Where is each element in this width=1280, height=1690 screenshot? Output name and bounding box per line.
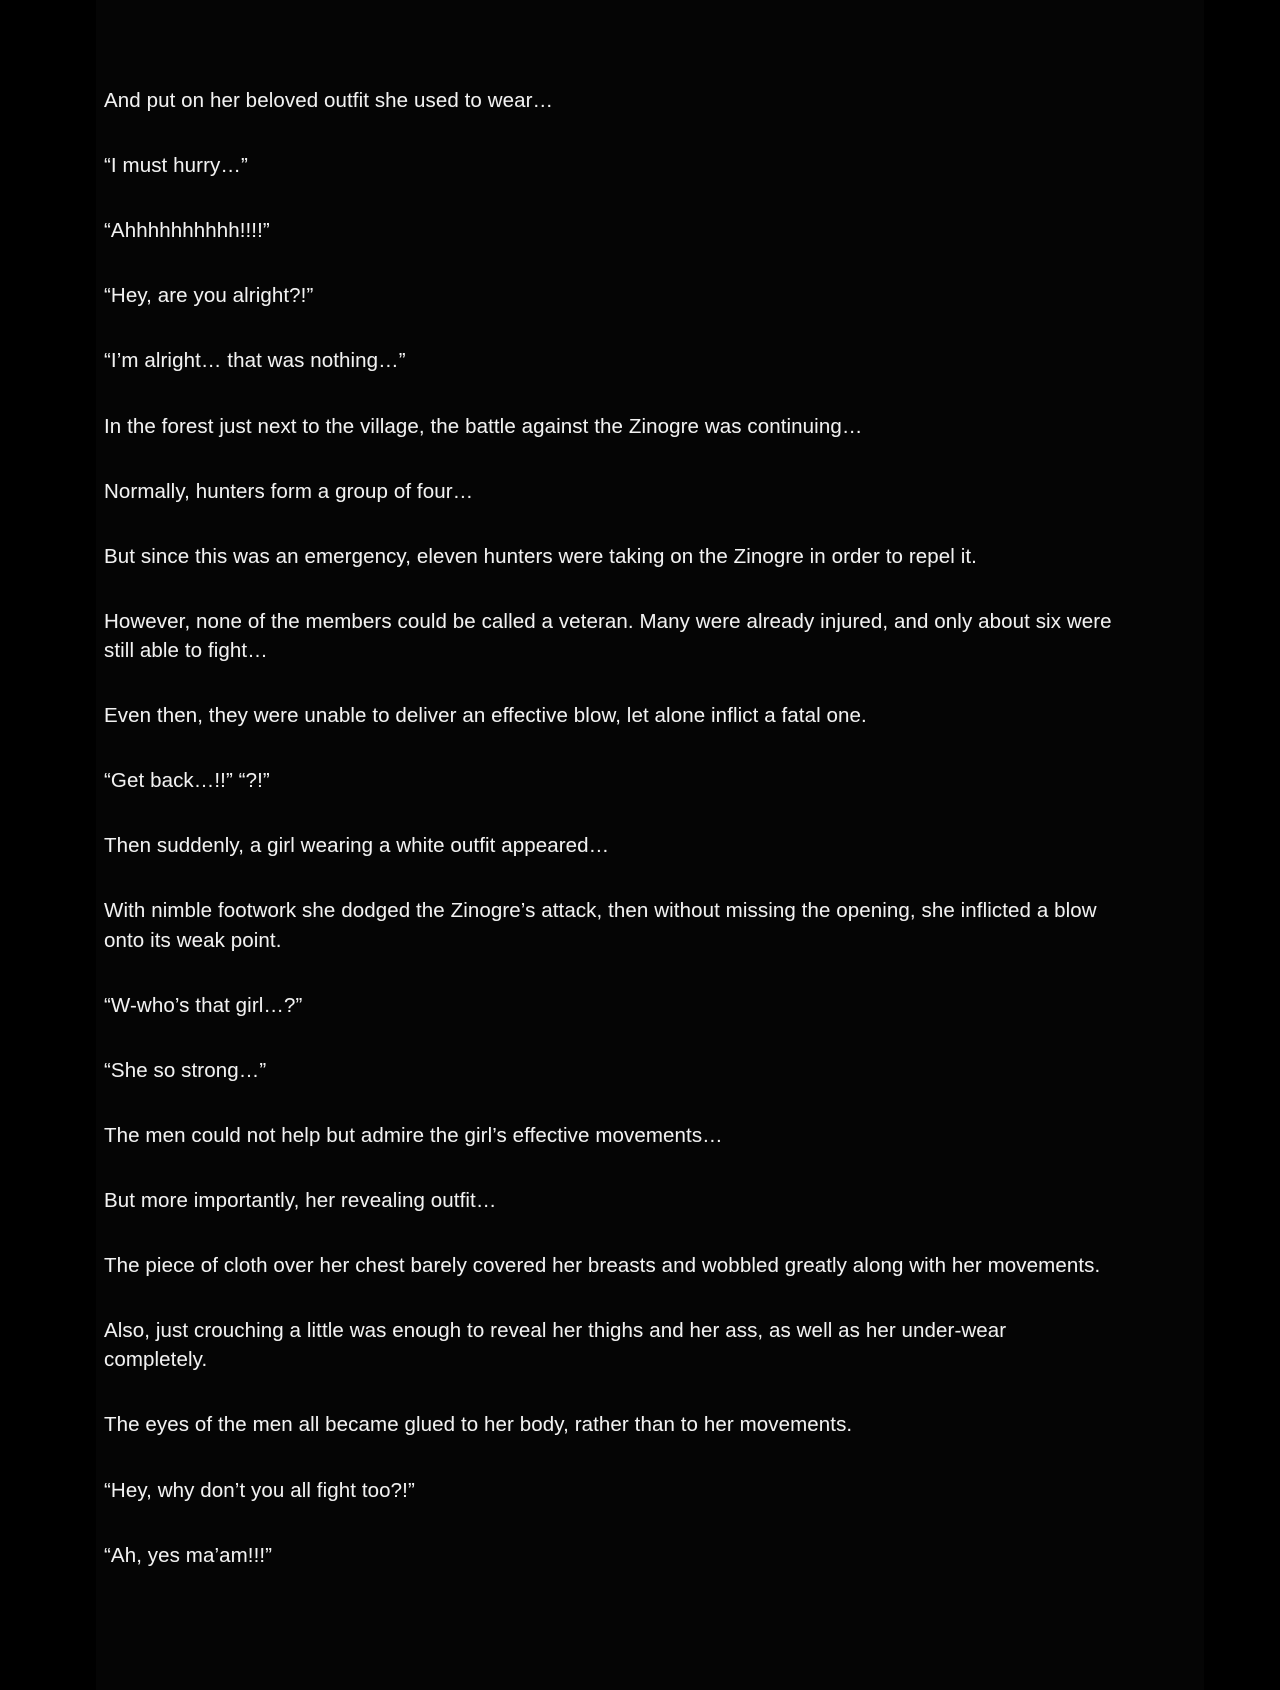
paragraph: And put on her beloved outfit she used to wear… (104, 89, 554, 112)
paragraph: “I must hurry…” (104, 154, 248, 178)
paragraph: With nimble footwork she dodged the Zinogre’s attack, then without missing the opening, she inflicted a blow onto its weak point. (104, 899, 1097, 952)
paragraph: However, none of the members could be called a veteran. Many were already injured, and only about six were still able to fight… (104, 609, 1112, 662)
paragraph: But since this was an emergency, eleven hunters were taking on the Zinogre in order to repel it. (104, 544, 977, 568)
paragraph: “Ahhhhhhhhhh!!!!” (104, 219, 270, 243)
paragraph: Then suddenly, a girl wearing a white outfit appeared… (104, 834, 610, 858)
paragraph: “I’m alright… that was nothing…” (104, 349, 406, 373)
paragraph: Normally, hunters form a group of four… (104, 479, 474, 503)
paragraph: “She so strong…” (104, 1058, 267, 1082)
paragraph: “Hey, why don’t you all fight too?!” (104, 1478, 415, 1502)
paragraph: In the forest just next to the village, the battle against the Zinogre was continuing… (104, 414, 863, 438)
paragraph: The eyes of the men all became glued to her body, rather than to her movements. (104, 1413, 853, 1437)
paragraph: “Ah, yes ma’am!!!” (104, 1543, 273, 1567)
paragraph: “W-who’s that girl…?” (104, 993, 303, 1017)
paragraph: The men could not help but admire the girl’s effective movements… (104, 1123, 723, 1147)
paragraph: But more importantly, her revealing outfit… (104, 1188, 497, 1212)
paragraph: The piece of cloth over her chest barely covered her breasts and wobbled greatly along with her movements. (104, 1254, 1101, 1278)
paragraph: Also, just crouching a little was enough to reveal her thighs and her ass, as well as her under-wear completely. (104, 1319, 1007, 1372)
paragraph: Even then, they were unable to deliver an effective blow, let alone inflict a fatal one. (104, 704, 867, 728)
paragraph: “Get back…!!” “?!” (104, 769, 270, 793)
paragraph: “Hey, are you alright?!” (104, 284, 314, 308)
